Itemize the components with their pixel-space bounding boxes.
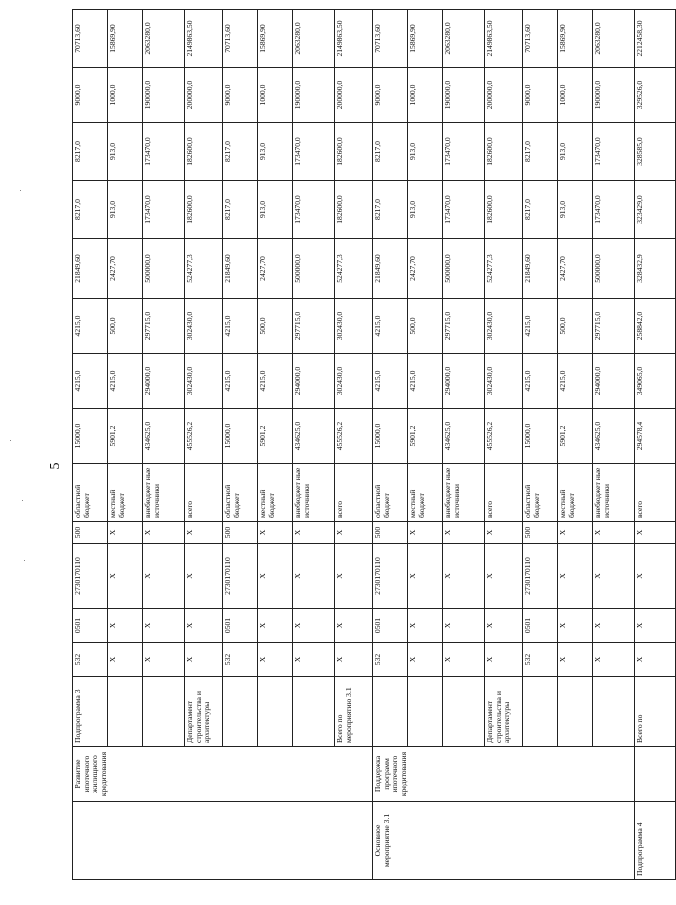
rzpr-cell: X — [335, 609, 373, 643]
csr-cell: 2730170110 — [523, 544, 558, 609]
status-cell — [73, 802, 373, 880]
value-cell: 302430,0 — [185, 299, 223, 354]
value-cell: 434625,0 — [443, 409, 485, 464]
page-number: 5 — [48, 462, 63, 470]
responsible-cell — [408, 677, 443, 747]
source-cell: внебюджет ные источники — [443, 464, 485, 522]
table-row — [373, 10, 408, 880]
value-cell: 173470,0 — [443, 123, 485, 181]
responsible-cell — [223, 677, 258, 747]
name-cell: Поддержка программ ипотечного кредитования — [373, 747, 635, 802]
value-cell: 9000,0 — [223, 68, 258, 123]
value-cell: 5901,2 — [258, 409, 293, 464]
value-cell: 2149863,50 — [185, 10, 223, 68]
value-cell: 294578,4 — [635, 409, 676, 464]
value-cell: 302430,0 — [485, 299, 523, 354]
responsible-cell — [593, 677, 635, 747]
vr-cell: 500 — [223, 522, 258, 544]
responsible-cell — [523, 677, 558, 747]
value-cell: 2427,70 — [408, 239, 443, 299]
value-cell: 4215,0 — [73, 299, 108, 354]
value-cell: 9000,0 — [73, 68, 108, 123]
source-cell: местный бюджет — [408, 464, 443, 522]
value-cell: 329526,0 — [635, 68, 676, 123]
value-cell: 190000,0 — [443, 68, 485, 123]
table-row — [73, 10, 108, 880]
value-cell: 913,0 — [558, 123, 593, 181]
value-cell: 173470,0 — [593, 123, 635, 181]
value-cell: 70713,60 — [373, 10, 408, 68]
csr-cell: X — [185, 544, 223, 609]
value-cell: 500,0 — [558, 299, 593, 354]
grbs-cell: X — [558, 643, 593, 677]
value-cell: 1000,0 — [558, 68, 593, 123]
value-cell: 455526,2 — [335, 409, 373, 464]
responsible-cell — [373, 677, 408, 747]
value-cell: 182600,0 — [485, 181, 523, 239]
csr-cell: X — [335, 544, 373, 609]
grbs-cell: 532 — [223, 643, 258, 677]
value-cell: 913,0 — [108, 123, 143, 181]
value-cell: 8217,0 — [73, 181, 108, 239]
value-cell: 4215,0 — [258, 354, 293, 409]
responsible-cell: Департамент строительства и архитектуры — [185, 677, 223, 747]
value-cell: 302430,0 — [335, 354, 373, 409]
value-cell: 4215,0 — [223, 299, 258, 354]
vr-cell: X — [593, 522, 635, 544]
value-cell: 182600,0 — [185, 181, 223, 239]
grbs-cell: X — [443, 643, 485, 677]
table-body — [73, 10, 676, 880]
value-cell: 15869,90 — [558, 10, 593, 68]
value-cell: 8217,0 — [373, 181, 408, 239]
responsible-cell — [143, 677, 185, 747]
csr-cell: X — [635, 544, 676, 609]
value-cell: 2427,70 — [558, 239, 593, 299]
csr-cell: X — [558, 544, 593, 609]
grbs-cell: X — [108, 643, 143, 677]
rzpr-cell: X — [108, 609, 143, 643]
csr-cell: 2730170110 — [223, 544, 258, 609]
value-cell: 70713,60 — [73, 10, 108, 68]
value-cell: 15000,0 — [73, 409, 108, 464]
value-cell: 15000,0 — [223, 409, 258, 464]
rzpr-cell: 0501 — [373, 609, 408, 643]
vr-cell: X — [143, 522, 185, 544]
value-cell: 434625,0 — [593, 409, 635, 464]
source-cell: всего — [485, 464, 523, 522]
responsible-cell: Всего по — [635, 677, 676, 747]
value-cell: 500,0 — [258, 299, 293, 354]
rzpr-cell: X — [143, 609, 185, 643]
rzpr-cell: X — [258, 609, 293, 643]
name-cell: Развитие ипотечного жилищного кредитования — [73, 747, 373, 802]
grbs-cell: 532 — [373, 643, 408, 677]
source-cell: областной бюджет — [373, 464, 408, 522]
csr-cell: X — [293, 544, 335, 609]
value-cell: 21849,60 — [223, 239, 258, 299]
rzpr-cell: X — [293, 609, 335, 643]
value-cell: 328585,0 — [635, 123, 676, 181]
vr-cell: X — [443, 522, 485, 544]
value-cell: 4215,0 — [373, 299, 408, 354]
value-cell: 1000,0 — [108, 68, 143, 123]
value-cell: 500,0 — [108, 299, 143, 354]
value-cell: 302430,0 — [185, 354, 223, 409]
value-cell: 4215,0 — [523, 354, 558, 409]
responsible-cell — [558, 677, 593, 747]
value-cell: 297715,0 — [143, 299, 185, 354]
source-cell: областной бюджет — [223, 464, 258, 522]
csr-cell: 2730170110 — [73, 544, 108, 609]
csr-cell: X — [143, 544, 185, 609]
rotated-table-container — [72, 10, 644, 880]
csr-cell: X — [108, 544, 143, 609]
value-cell: 913,0 — [108, 181, 143, 239]
source-cell: внебюджет ные источники — [293, 464, 335, 522]
status-cell: Основное мероприятие 3.1 — [373, 802, 635, 880]
value-cell: 4215,0 — [408, 354, 443, 409]
name-cell — [635, 747, 676, 802]
responsible-cell — [108, 677, 143, 747]
value-cell: 297715,0 — [593, 299, 635, 354]
value-cell: 328432,9 — [635, 239, 676, 299]
value-cell: 21849,60 — [523, 239, 558, 299]
responsible-cell — [258, 677, 293, 747]
value-cell: 173470,0 — [143, 123, 185, 181]
value-cell: 15000,0 — [373, 409, 408, 464]
vr-cell: X — [558, 522, 593, 544]
value-cell: 1000,0 — [258, 68, 293, 123]
grbs-cell: 532 — [73, 643, 108, 677]
value-cell: 182600,0 — [335, 123, 373, 181]
rzpr-cell: X — [185, 609, 223, 643]
value-cell: 70713,60 — [523, 10, 558, 68]
responsible-cell: Всего по мероприятию 3.1 — [335, 677, 373, 747]
value-cell: 190000,0 — [293, 68, 335, 123]
csr-cell: X — [408, 544, 443, 609]
grbs-cell: X — [485, 643, 523, 677]
vr-cell: X — [335, 522, 373, 544]
value-cell: 500000,0 — [593, 239, 635, 299]
source-cell: всего — [635, 464, 676, 522]
value-cell: 294000,0 — [443, 354, 485, 409]
value-cell: 15000,0 — [523, 409, 558, 464]
value-cell: 9000,0 — [523, 68, 558, 123]
value-cell: 200000,0 — [485, 68, 523, 123]
value-cell: 8217,0 — [73, 123, 108, 181]
grbs-cell: X — [635, 643, 676, 677]
csr-cell: 2730170110 — [373, 544, 408, 609]
value-cell: 21849,60 — [73, 239, 108, 299]
value-cell: 4215,0 — [523, 299, 558, 354]
value-cell: 15869,90 — [408, 10, 443, 68]
value-cell: 302430,0 — [335, 299, 373, 354]
rzpr-cell: 0501 — [223, 609, 258, 643]
source-cell: внебюджет ные источники — [593, 464, 635, 522]
value-cell: 4215,0 — [373, 354, 408, 409]
vr-cell: X — [185, 522, 223, 544]
value-cell: 2427,70 — [108, 239, 143, 299]
source-cell: местный бюджет — [558, 464, 593, 522]
source-cell: местный бюджет — [258, 464, 293, 522]
value-cell: 2063280,0 — [143, 10, 185, 68]
value-cell: 913,0 — [408, 181, 443, 239]
value-cell: 8217,0 — [223, 123, 258, 181]
rzpr-cell: 0501 — [73, 609, 108, 643]
value-cell: 297715,0 — [293, 299, 335, 354]
value-cell: 8217,0 — [523, 181, 558, 239]
value-cell: 5901,2 — [558, 409, 593, 464]
vr-cell: X — [635, 522, 676, 544]
value-cell: 349065,0 — [635, 354, 676, 409]
vr-cell: X — [293, 522, 335, 544]
value-cell: 173470,0 — [293, 181, 335, 239]
value-cell: 8217,0 — [373, 123, 408, 181]
csr-cell: X — [443, 544, 485, 609]
grbs-cell: X — [143, 643, 185, 677]
responsible-cell — [293, 677, 335, 747]
value-cell: 173470,0 — [293, 123, 335, 181]
grbs-cell: X — [335, 643, 373, 677]
value-cell: 9000,0 — [373, 68, 408, 123]
value-cell: 2212458,30 — [635, 10, 676, 68]
value-cell: 2149863,50 — [335, 10, 373, 68]
value-cell: 294000,0 — [293, 354, 335, 409]
value-cell: 200000,0 — [185, 68, 223, 123]
value-cell: 500000,0 — [293, 239, 335, 299]
value-cell: 434625,0 — [293, 409, 335, 464]
value-cell: 182600,0 — [335, 181, 373, 239]
source-cell: областной бюджет — [523, 464, 558, 522]
value-cell: 258842,0 — [635, 299, 676, 354]
value-cell: 182600,0 — [185, 123, 223, 181]
value-cell: 524277,3 — [185, 239, 223, 299]
responsible-cell: Департамент строительства и архитектуры — [485, 677, 523, 747]
value-cell: 182600,0 — [485, 123, 523, 181]
value-cell: 5901,2 — [408, 409, 443, 464]
vr-cell: 500 — [523, 522, 558, 544]
value-cell: 297715,0 — [443, 299, 485, 354]
value-cell: 2063280,0 — [293, 10, 335, 68]
value-cell: 190000,0 — [143, 68, 185, 123]
value-cell: 8217,0 — [223, 181, 258, 239]
table-row — [635, 10, 676, 880]
grbs-cell: 532 — [523, 643, 558, 677]
value-cell: 913,0 — [558, 181, 593, 239]
value-cell: 21849,60 — [373, 239, 408, 299]
value-cell: 1000,0 — [408, 68, 443, 123]
value-cell: 15869,90 — [108, 10, 143, 68]
rzpr-cell: X — [485, 609, 523, 643]
source-cell: внебюджет ные источники — [143, 464, 185, 522]
grbs-cell: X — [293, 643, 335, 677]
vr-cell: X — [485, 522, 523, 544]
vr-cell: X — [108, 522, 143, 544]
value-cell: 913,0 — [258, 123, 293, 181]
value-cell: 455526,2 — [485, 409, 523, 464]
status-cell: Подпрограмма 4 — [635, 802, 676, 880]
value-cell: 4215,0 — [108, 354, 143, 409]
responsible-cell — [443, 677, 485, 747]
value-cell: 4215,0 — [73, 354, 108, 409]
grbs-cell: X — [593, 643, 635, 677]
vr-cell: 500 — [73, 522, 108, 544]
value-cell: 2427,70 — [258, 239, 293, 299]
value-cell: 302430,0 — [485, 354, 523, 409]
rzpr-cell: X — [408, 609, 443, 643]
value-cell: 434625,0 — [143, 409, 185, 464]
value-cell: 455526,2 — [185, 409, 223, 464]
value-cell: 8217,0 — [523, 123, 558, 181]
source-cell: областной бюджет — [73, 464, 108, 522]
value-cell: 2149863,50 — [485, 10, 523, 68]
value-cell: 5901,2 — [108, 409, 143, 464]
vr-cell: X — [408, 522, 443, 544]
value-cell: 70713,60 — [223, 10, 258, 68]
grbs-cell: X — [185, 643, 223, 677]
responsible-cell: Подпрограмма 3 — [73, 677, 108, 747]
value-cell: 294000,0 — [593, 354, 635, 409]
rzpr-cell: X — [593, 609, 635, 643]
value-cell: 2063280,0 — [593, 10, 635, 68]
rzpr-cell: X — [443, 609, 485, 643]
grbs-cell: X — [408, 643, 443, 677]
csr-cell: X — [485, 544, 523, 609]
value-cell: 524277,3 — [335, 239, 373, 299]
value-cell: 323429,0 — [635, 181, 676, 239]
value-cell: 173470,0 — [143, 181, 185, 239]
source-cell: всего — [185, 464, 223, 522]
value-cell: 200000,0 — [335, 68, 373, 123]
value-cell: 294000,0 — [143, 354, 185, 409]
value-cell: 500,0 — [408, 299, 443, 354]
budget-table — [72, 9, 676, 880]
value-cell: 524277,3 — [485, 239, 523, 299]
vr-cell: 500 — [373, 522, 408, 544]
value-cell: 173470,0 — [443, 181, 485, 239]
value-cell: 15869,90 — [258, 10, 293, 68]
rzpr-cell: X — [558, 609, 593, 643]
source-cell: местный бюджет — [108, 464, 143, 522]
value-cell: 500000,0 — [443, 239, 485, 299]
value-cell: 2063280,0 — [443, 10, 485, 68]
value-cell: 913,0 — [408, 123, 443, 181]
value-cell: 4215,0 — [558, 354, 593, 409]
source-cell: всего — [335, 464, 373, 522]
rzpr-cell: 0501 — [523, 609, 558, 643]
value-cell: 500000,0 — [143, 239, 185, 299]
value-cell: 4215,0 — [223, 354, 258, 409]
rzpr-cell: X — [635, 609, 676, 643]
value-cell: 190000,0 — [593, 68, 635, 123]
csr-cell: X — [593, 544, 635, 609]
value-cell: 173470,0 — [593, 181, 635, 239]
csr-cell: X — [258, 544, 293, 609]
vr-cell: X — [258, 522, 293, 544]
value-cell: 913,0 — [258, 181, 293, 239]
grbs-cell: X — [258, 643, 293, 677]
